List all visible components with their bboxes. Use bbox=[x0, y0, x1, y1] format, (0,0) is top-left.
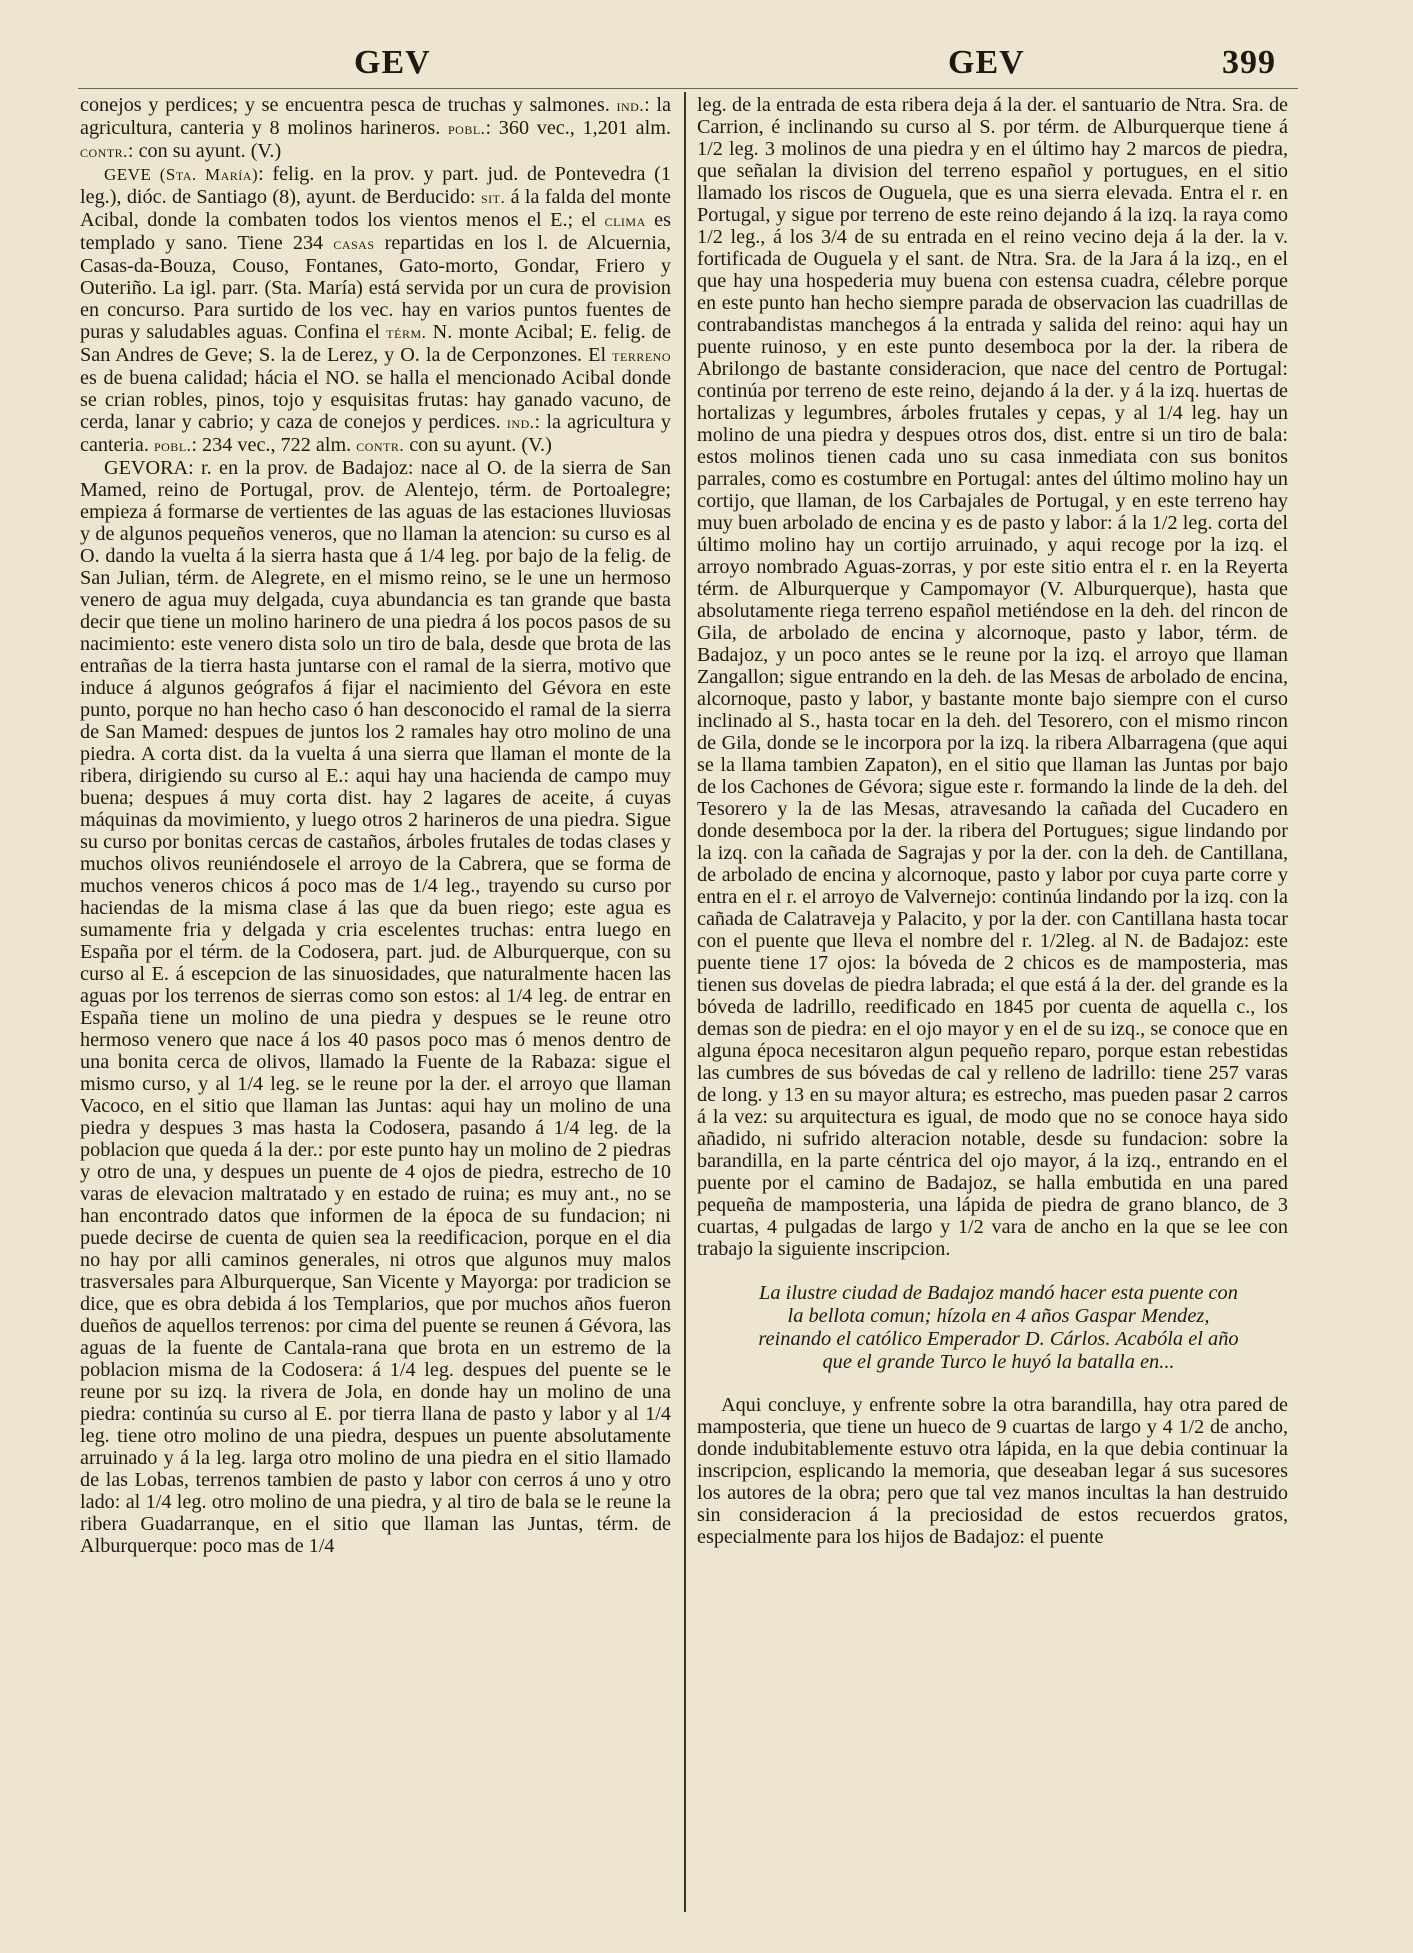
running-head-right: GEV bbox=[948, 44, 1025, 81]
entry-geve: GEVE (Sta. María): felig. en la prov. y part. jud. de Pontevedra (1 leg.), dióc. de Santiago (8), ayunt. de Berducido: sit. á la falda del monte Acibal, donde la combaten todos los vientos menos el E.; el clima es templado y sano. Tiene 234 casas repartidas en los l. de Alcuernia, Casas-da-Bouza, Couso, Fontanes, Gato-morto, Gondar, Friero y Outeriño. La igl. parr. (Sta. María) está servida por un cura de provision en concurso. Para surtido de los vec. hay en varios puntos fuentes de puras y saludables aguas. Confina el térm. N. monte Acibal; E. felig. de San Andres de Geve; S. la de Lerez, y O. la de Cerponzones. El terreno es de buena calidad; hácia el NO. se halla el mencionado Acibal donde se crian robles, pinos, tojo y esquisitas frutas: hay ganado vacuno, de cerda, lanar y cabrio; y caza de conejos y perdices. ind.: la agricultura y canteria. pobl.: 234 vec., 722 alm. contr. con su ayunt. (V.) bbox=[80, 163, 671, 456]
entry-headword: GEVE (Sta. María) bbox=[104, 165, 259, 184]
page-number: 399 bbox=[1222, 44, 1276, 81]
paragraph-after-inscription: Aqui concluye, y enfrente sobre la otra barandilla, hay otra pared de mamposteria, que tiene un hueco de 9 cuartas de largo y 4 1/2 de ancho, donde indubitablemente estuvo otra lápida, en la que debia continuar la inscripcion, esplicando la memoria, que deseaban legar á sus sucesores los autores de la obra; pero que tal vez manos incultas la han destruido sin consideracion á la preciosidad de estos recuerdos gratos, especialmente para los hijos de Badajoz: el puente bbox=[697, 1394, 1288, 1548]
column-divider bbox=[684, 92, 686, 1912]
entry-continuation: conejos y perdices; y se encuentra pesca de truchas y salmones. ind.: la agricultura, canteria y 8 molinos harineros. pobl.: 360 vec., 1,201 alm. contr.: con su ayunt. (V.) bbox=[80, 94, 671, 162]
entry-gevora-continued: leg. de la entrada de esta ribera deja á la der. el santuario de Ntra. Sra. de Carrion, é inclinando su curso al S. por térm. de Alburquerque tiene á 1/2 leg. 3 molinos de una piedra y en el último hay 2 marcos de piedra, que señalan la division del terreno español y portugues, en el sitio llamado los riscos de Ouguela, que es una sierra elevada. Entra el r. en Portugal, y sigue por terreno de este reino dejando á la izq. la raya como 1/2 leg., á los 3/4 de su entrada en el reino vecino deja á la der. la v. fortificada de Ouguela y el sant. de Ntra. Sra. de la Jara á la izq., en el que hay una hospederia muy buena con estensa cuadra, célebre porque en este punto han hecho siempre parada de observacion las cuadrillas de contrabandistas manchegos á la entrada y salida del reino: aqui hay un puente ruinoso, y en este punto desemboca por la der. la ribera de Abrilongo de bastante consideracion, que nace del centro de Portugal: continúa por terreno de este reino, dejando á la der. y á la izq. huertas de hortalizas y legumbres, árboles frutales y cepas, y al 1/4 leg. hay un molino de una piedra y despues otros dos, dist. entre si un tiro de bala: estos molinos tienen cada uno su casa inmediata con sus bonitos parrales, como es costumbre en Portugal: antes del último molino hay un cortijo, que llaman, de los Carbajales de Portugal, y en este terreno hay muy buen arbolado de encina y es de pasto y labor: á la 1/2 leg. corta del último molino hay un cortijo arruinado, y aqui recoge por la izq. el arroyo nombrado Aguas-zorras, y por este sitio entra el r. en la Reyerta térm. de Alburquerque y Campomayor (V. Alburquerque), hasta que absolutamente riega terreno español metiéndose en la deh. del rincon de Gila, de arbolado de encina y alcornoque, pasto y labor, térm. de Badajoz, y un poco antes se le reune por la izq. el arroyo que llaman Zangallon; sigue entrando en la deh. de las Mesas de arbolado de encina, alcornoque, pasto y labor, y bastante monte bajo siempre con el curso inclinado al S., hasta tocar en la deh. del Tesorero, con el mismo rincon de Gila, donde se le incorpora por la izq. la ribera Albarragena (que aqui se la llama tambien Zapaton), en el sitio que llaman las Juntas por bajo de los Cachones de Gévora; sigue este r. formando la linde de la deh. del Tesorero y la de las Mesas, atravesando la cañada del Cucadero en donde desemboca por la der. la ribera del Portugues; sigue lindando por la izq. con la cañada de Sagrajas y por la der. con la deh. de Cantillana, de arbolado de encina y alcornoque, pasto y labor por cuya parte corre y entra en el r. el arroyo de Valvernejo: continúa lindando por la izq. con la cañada de Calatraveja y Palacito, y por la der. con Cantillana hasta tocar con el puente que lleva el nombre del r. 1/2leg. al N. de Badajoz: este puente tiene 17 ojos: la bóveda de 2 chicos es de mamposteria, mas tienen sus dovelas de piedra labrada; el que está á la der. del grande es la bóveda de ladrillo, reedificado en 1845 por cuenta de aquella c., los demas son de piedra: en el ojo mayor y en el de su izq., se conoce que en alguna época necesitaron algun pequeño reparo, porque estan rebestidas las cumbres de sus bóvedas de cal y relleno de ladrillo: tiene 257 varas de long. y 13 en su mayor altura; es estrecho, mas pueden pasar 2 carros á la vez: su arquitectura es igual, de modo que no se conoce haya sido añadido, ni sufrido alteracion notable, desde su fundacion: sobre la barandilla, en la parte céntrica del ojo mayor, á la izq., entrando en el puente por el camino de Badajoz, se halla embutida en una pared pequeña de mamposteria, una lápida de piedra de grano blanco, de 3 cuartas, 4 pulgadas de largo y 1/2 vara de ancho en la que se lee con trabajo la siguiente inscripcion. bbox=[697, 94, 1288, 1260]
running-head-left: GEV bbox=[354, 44, 431, 81]
left-column bbox=[80, 94, 671, 1934]
entry-gevora: GEVORA: r. en la prov. de Badajoz: nace al O. de la sierra de San Mamed, reino de Portugal, prov. de Alentejo, térm. de Portoalegre; empieza á formarse de vertientes de las aguas de las estaciones lluviosas y de algunos pequeños veneros, que no llaman la atencion: su curso es al O. dando la vuelta á la sierra hasta que á 1/4 leg. por bajo de la felig. de San Julian, térm. de Alegrete, en el mismo reino, se le une un hermoso venero de agua muy delgada, cuya abundancia es tan grande que basta decir que tiene un molino harinero de una piedra á los pocos pasos de su nacimiento: este venero dista solo un tiro de bala, desde que brota de las entrañas de la tierra hasta juntarse con el ramal de la sierra, motivo que induce á algunos geógrafos á fijar el nacimiento del Gévora en este punto, porque no han hecho caso ó han desconocido el ramal de la sierra de San Mamed: despues de juntos los 2 ramales hay otro molino de una piedra. A corta dist. da la vuelta á una sierra que llaman el monte de la ribera, dirigiendo su curso al E.: aqui hay una hacienda de campo muy buena; despues á muy corta dist. hay 2 lagares de aceite, á cuyas máquinas da movimiento, y luego otros 2 harineros de una piedra. Sigue su curso por bonitas cercas de castaños, árboles frutales de todas clases y muchos olivos reuniéndosele el arroyo de la Cabrera, que se forma de muchos veneros chicos á poco mas de 1/4 leg., trayendo su curso por haciendas de la misma clase á las que da buen riego; este agua es sumamente fria y delgada y cria escelentes truchas: entra luego en España por el térm. de la Codosera, part. jud. de Alburquerque, con su curso al E. á escepcion de las sinuosidades, que naturalmente hacen las aguas por los terrenos de sierras como son estos: al 1/4 leg. de entrar en España tiene un molino de una piedra y despues se le reune otro hermoso venero que nace á los 40 pasos poco mas ó menos dentro de una bonita cerca de olivos, llamado la Fuente de la Rabaza: sigue el mismo curso, y al 1/4 leg. se le reune por la der. el arroyo que llaman Vacoco, en el sitio que llaman las Juntas: aqui hay un molino de una piedra y despues 3 mas hasta la Codosera, pasando á 1/4 leg. de la poblacion que queda á la der.: por este punto hay un molino de 2 piedras y otro de una, y despues un puente de 4 ojos de piedra, estrecho de 10 varas de elevacion maltratado y en estado de ruina; es muy ant., no se han encontrado datos que informen de la época de su fundacion; ni puede decirse de cuenta de quien sea la reedificacion, porque en el dia no hay por alli caminos generales, ni otros que algunos muy malos trasversales para Alburquerque, San Vicente y Mayorga: por tradicion se dice, que es obra debida á los Templarios, que por muchos años fueron dueños de aquellos terrenos: por cima del puente se reunen á Gévora, las aguas de la fuente de Cantala-rana que brota en un estremo de la poblacion misma de la Codosera: á 1/4 leg. despues del puente se le reune por su izq. la rivera de Jola, en donde hay un molino de una piedra: continúa su curso al E. por tierra llana de pasto y labor y al 1/4 leg. tiene otro molino de una piedra, despues un puente absolutamente arruinado y á la leg. larga otro molino de una piedra en el sitio llamado de las Lobas, terrenos tambien de pasto y labor con cerros á uno y otro lado: al 1/4 leg. otro molino de una piedra, y al tiro de bala se le reune la ribera Guadarranque, en el sitio que llaman las Juntas, térm. de Alburquerque: poco mas de 1/4 bbox=[80, 457, 671, 1557]
header-rule bbox=[78, 88, 1298, 89]
entry-headword: GEVORA bbox=[104, 457, 189, 479]
inscription-quote: La ilustre ciudad de Badajoz mandó hacer esta puente con la bellota comun; hízola en 4 años Gaspar Mendez, reinando el católico Emperador D. Cárlos. Acabóla el año que el grande Turco le huyó la batalla en... bbox=[758, 1282, 1239, 1373]
right-column bbox=[697, 94, 1288, 1934]
